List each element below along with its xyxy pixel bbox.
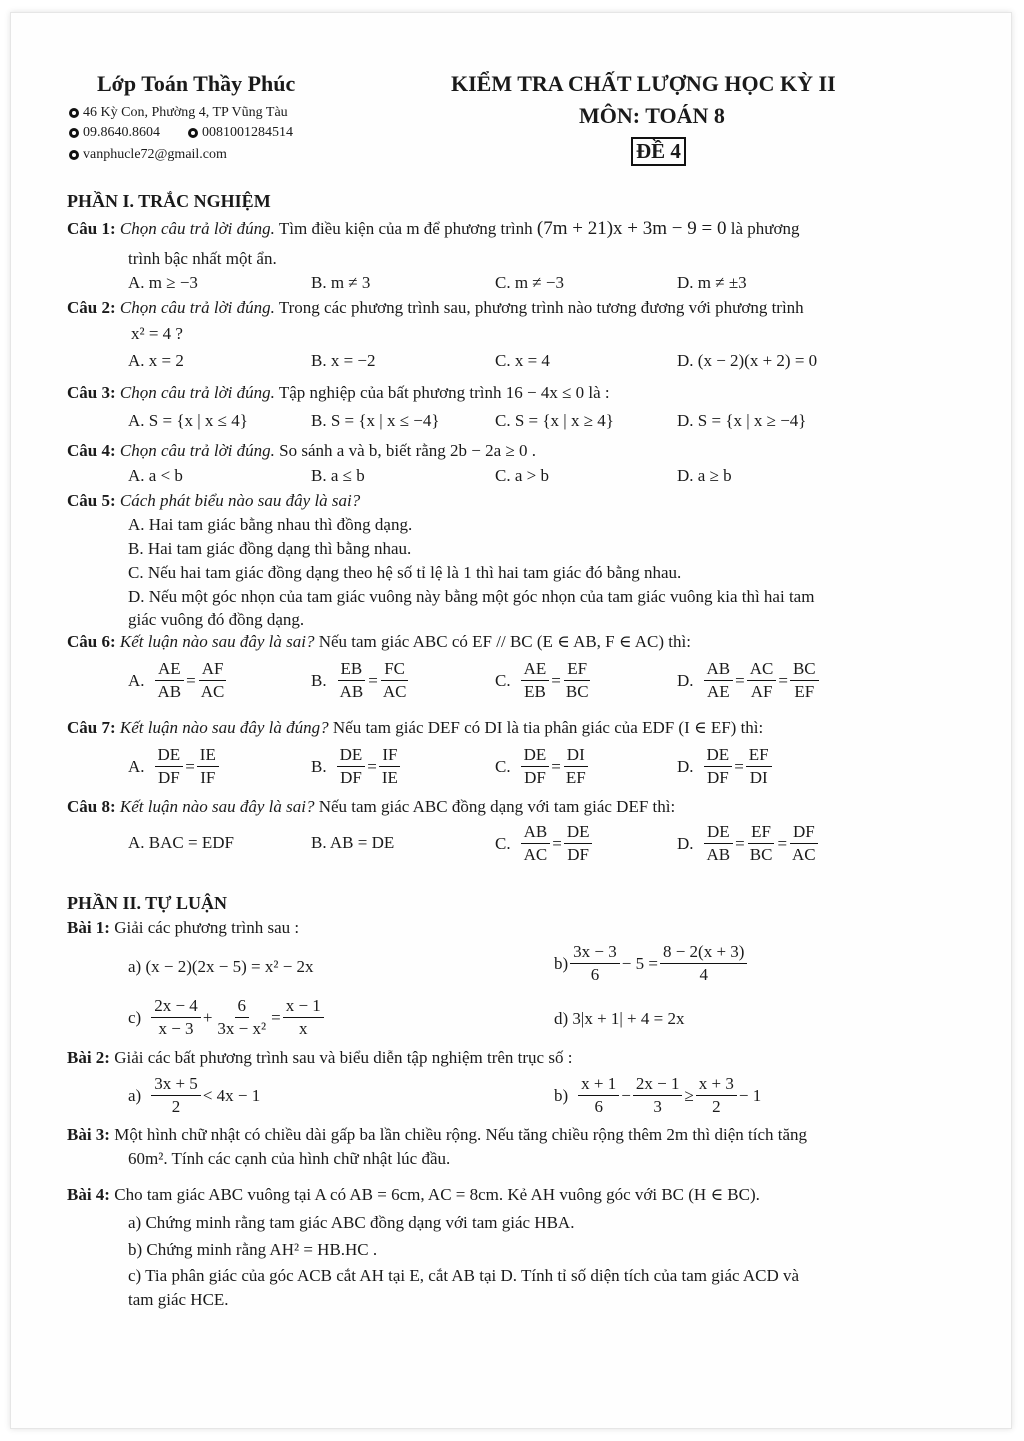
- q7a-d2: IF: [200, 768, 216, 787]
- q7b-n1: DE: [337, 744, 366, 767]
- q6d-d1: AE: [707, 682, 730, 701]
- q5-opt-b: B. Hai tam giác đồng dạng thì bằng nhau.: [128, 539, 412, 558]
- q4-opt-c: C. a > b: [495, 466, 549, 485]
- q3-text: Tập nghiệp của bất phương trình 16 − 4x ≤ 0 là :: [278, 383, 610, 402]
- q7c-d2: EF: [565, 768, 586, 787]
- q8-label: Câu 8:: [67, 797, 116, 816]
- q7d-n1: DE: [704, 744, 733, 767]
- q1-opt-c: C. m ≠ −3: [495, 273, 564, 292]
- phone-text: 09.8640.8604: [83, 125, 160, 140]
- b2-a: [128, 1073, 260, 1118]
- q7-opt-a-letter: A.: [128, 756, 145, 776]
- b2-b-pre: b): [554, 1085, 569, 1105]
- q8c-n1: AB: [521, 821, 551, 844]
- b1-c-pre: c): [128, 1007, 142, 1027]
- b4: [67, 1185, 760, 1205]
- address-text: 46 Kỳ Con, Phường 4, TP Vũng Tàu: [83, 105, 288, 120]
- b1c-d1: x − 3: [158, 1019, 194, 1038]
- q6c-d1: EB: [524, 682, 546, 701]
- q8-opt-c: C. $\frac{AB}{AC}$ = $\frac{DE}{DF}$: [495, 821, 594, 866]
- b1b-d1: 6: [590, 965, 600, 984]
- q7b-n2: IF: [379, 744, 400, 767]
- b4-a: a) Chứng minh rằng tam giác ABC đồng dạng với tam giác HBA.: [128, 1213, 575, 1232]
- q8c-d2: DF: [567, 845, 590, 864]
- q5-opt-c: C. Nếu hai tam giác đồng dạng theo hệ số tỉ lệ là 1 thì hai tam giác đó bằng nhau.: [128, 563, 682, 582]
- b1c-d3: x: [298, 1019, 308, 1038]
- b1b-n1: 3x − 3: [570, 941, 620, 964]
- q2-cont: x² = 4 ?: [131, 324, 183, 343]
- q7-text: Nếu tam giác DEF có DI là tia phân giác của EDF (I ∈ EF) thì:: [332, 718, 764, 737]
- q3-opt-a: A. S = {x | x ≤ 4}: [128, 411, 248, 430]
- q8-text: Nếu tam giác ABC đồng dạng với tam giác DEF thì:: [318, 797, 676, 816]
- b1c-d2: 3x − x²: [217, 1019, 267, 1038]
- b2a-tail: < 4x − 1: [202, 1085, 261, 1105]
- b1c-n3: x − 1: [283, 995, 324, 1018]
- exam-code: ĐỀ 4: [631, 137, 686, 166]
- q4-opt-b: B. a ≤ b: [311, 466, 365, 485]
- q3-instr: Chọn câu trả lời đúng.: [119, 383, 275, 402]
- q4-text: So sánh a và b, biết rằng 2b − 2a ≥ 0 .: [279, 441, 537, 460]
- phone-line: [69, 125, 293, 141]
- b1b-d2: 4: [699, 965, 708, 984]
- exam-title: KIỂM TRA CHẤT LƯỢNG HỌC KỲ II: [451, 71, 836, 96]
- b2b-minus: −: [621, 1085, 631, 1105]
- q6d-d3: EF: [794, 682, 815, 701]
- b4-label: Bài 4:: [67, 1185, 110, 1204]
- q6-instr: Kết luận nào sau đây là sai?: [119, 632, 315, 651]
- b1c-eq: =: [271, 1007, 281, 1027]
- q6d-d2: AF: [750, 682, 773, 701]
- q6b-n2: FC: [381, 658, 408, 681]
- q2-opt-a: A. x = 2: [128, 351, 184, 370]
- q6b-n1: EB: [338, 658, 366, 681]
- zalo-icon: [188, 128, 198, 138]
- b2-label: Bài 2:: [67, 1048, 110, 1067]
- b3-cont: 60m². Tính các cạnh của hình chữ nhật lúc đầu.: [128, 1149, 451, 1168]
- q7d-d1: DF: [707, 768, 729, 787]
- q7-opt-b: B. $\frac{DE}{DF}$ = $\frac{IF}{IE}$: [311, 744, 403, 789]
- b4-c2: tam giác HCE.: [128, 1290, 229, 1309]
- b2-b: [554, 1073, 761, 1118]
- email-line: [69, 147, 227, 163]
- b4-b: b) Chứng minh rằng AH² = HB.HC .: [128, 1240, 378, 1259]
- q8d-d2: BC: [749, 845, 773, 864]
- b2b-d2: 3: [653, 1097, 662, 1116]
- q8d-n1: DE: [704, 821, 733, 844]
- q6-text: Nếu tam giác ABC có EF // BC (E ∈ AB, F ∈ AC) thì:: [318, 632, 691, 651]
- q5-instr: Cách phát biểu nào sau đây là sai?: [119, 491, 361, 510]
- q7-opt-c: C. $\frac{DE}{DF}$ = $\frac{DI}{EF}$: [495, 744, 591, 789]
- b1-b-pre: b): [554, 953, 569, 973]
- b1: [67, 918, 299, 938]
- b1-label: Bài 1:: [67, 918, 110, 937]
- q6c-d2: BC: [565, 682, 589, 701]
- q3: [67, 383, 610, 403]
- b1-a: a) (x − 2)(2x − 5) = x² − 2x: [128, 957, 314, 976]
- b2b-n2: 2x − 1: [633, 1073, 683, 1096]
- b1-text: Giải các phương trình sau :: [114, 918, 300, 937]
- q8-instr: Kết luận nào sau đây là sai?: [119, 797, 315, 816]
- q6a-d2: AC: [200, 682, 225, 701]
- q2-opt-c: C. x = 4: [495, 351, 550, 370]
- q8d-d3: AC: [792, 845, 816, 864]
- q2-text: Trong các phương trình sau, phương trình nào tương đương với phương trình: [278, 298, 804, 317]
- q4-opt-d: D. a ≥ b: [677, 466, 732, 485]
- q4-instr: Chọn câu trả lời đúng.: [119, 441, 275, 460]
- q7-opt-c-letter: C.: [495, 756, 511, 776]
- q1-tail: là phương: [730, 219, 800, 238]
- b2b-tail: − 1: [738, 1085, 762, 1105]
- q7d-d2: DI: [749, 768, 768, 787]
- part1-title: PHẦN I. TRẮC NGHIỆM: [67, 191, 271, 211]
- q3-opt-d: D. S = {x | x ≥ −4}: [677, 411, 807, 430]
- q7-opt-b-letter: B.: [311, 756, 327, 776]
- q4-opt-a: A. a < b: [128, 466, 183, 485]
- q6: [67, 632, 691, 652]
- q1-label: Câu 1:: [67, 219, 116, 238]
- q6d-n1: AB: [704, 658, 734, 681]
- q1-opt-b: B. m ≠ 3: [311, 273, 371, 292]
- q3-opt-c: C. S = {x | x ≥ 4}: [495, 411, 614, 430]
- q2-instr: Chọn câu trả lời đúng.: [119, 298, 275, 317]
- email-icon: [69, 150, 79, 160]
- b1-b: [554, 941, 749, 986]
- q7-instr: Kết luận nào sau đây là đúng?: [119, 718, 329, 737]
- q7b-d1: DF: [340, 768, 362, 787]
- q7: [67, 718, 763, 738]
- q3-label: Câu 3:: [67, 383, 116, 402]
- q6b-d1: AB: [339, 682, 364, 701]
- q6-opt-c-letter: C.: [495, 670, 511, 690]
- q3-opt-b: B. S = {x | x ≤ −4}: [311, 411, 440, 430]
- b1-c: [128, 995, 326, 1040]
- b3-text: Một hình chữ nhật có chiều dài gấp ba lần chiều rộng. Nếu tăng chiều rộng thêm 2m thì diện tích tăng: [114, 1125, 808, 1144]
- q6-opt-a: A. $\frac{AE}{AB}$ = $\frac{AF}{AC}$: [128, 658, 229, 703]
- b2b-d3: 2: [712, 1097, 721, 1116]
- q7a-n1: DE: [155, 744, 184, 767]
- q8-opt-d: D. $\frac{DE}{AB}$ = $\frac{EF}{BC}$ = $\frac{DF}{AC}$: [677, 821, 821, 866]
- q1-opt-d: D. m ≠ ±3: [677, 273, 747, 292]
- q2-label: Câu 2:: [67, 298, 116, 317]
- q8c-d1: AC: [523, 845, 548, 864]
- phone-icon: [69, 128, 79, 138]
- school-name: Lớp Toán Thầy Phúc: [97, 71, 296, 96]
- q6-opt-b-letter: B.: [311, 670, 327, 690]
- q6c-n2: EF: [564, 658, 590, 681]
- q7c-d1: DF: [524, 768, 546, 787]
- b1b-n2: 8 − 2(x + 3): [660, 941, 748, 964]
- q7-opt-a: A. $\frac{DE}{DF}$ = $\frac{IE}{IF}$: [128, 744, 221, 789]
- q6-opt-c: C. $\frac{AE}{EB}$ = $\frac{EF}{BC}$: [495, 658, 594, 703]
- q8-opt-a: A. BAC = EDF: [128, 833, 234, 852]
- q7c-n2: DI: [564, 744, 588, 767]
- q8c-n2: DE: [564, 821, 593, 844]
- q7c-n1: DE: [521, 744, 550, 767]
- q4-label: Câu 4:: [67, 441, 116, 460]
- b4-c: c) Tia phân giác của góc ACB cắt AH tại E, cắt AB tại D. Tính tỉ số diện tích của tam giác ACD và: [128, 1266, 800, 1285]
- q8d-d1: AB: [706, 845, 731, 864]
- location-icon: [69, 108, 79, 118]
- q5: [67, 491, 360, 511]
- b1c-n1: 2x − 4: [151, 995, 201, 1018]
- b2b-n1: x + 1: [578, 1073, 619, 1096]
- b2: [67, 1048, 572, 1068]
- q7-opt-d-letter: D.: [677, 756, 694, 776]
- b2b-d1: 6: [594, 1097, 603, 1116]
- q8: [67, 797, 675, 817]
- q1-opt-a: A. m ≥ −3: [128, 273, 198, 292]
- q6c-n1: AE: [521, 658, 550, 681]
- b1c-n2: 6: [235, 995, 250, 1018]
- email-text: vanphucle72@gmail.com: [83, 147, 227, 162]
- q6b-d2: AC: [382, 682, 407, 701]
- q6a-d1: AB: [157, 682, 182, 701]
- q6d-n3: BC: [790, 658, 819, 681]
- subject-title: MÔN: TOÁN 8: [579, 103, 725, 128]
- q6-opt-a-letter: A.: [128, 670, 145, 690]
- q1-text: Tìm điều kiện của m để phương trình: [278, 219, 533, 238]
- q1-cont: trình bậc nhất một ẩn.: [128, 249, 277, 268]
- exam-page: [10, 12, 1012, 1429]
- q2-opt-d: D. (x − 2)(x + 2) = 0: [677, 351, 818, 370]
- b2b-ge: ≥: [684, 1085, 694, 1105]
- q2: [67, 298, 804, 318]
- b3: [67, 1125, 807, 1145]
- q7a-n2: IE: [197, 744, 219, 767]
- q2-opt-b: B. x = −2: [311, 351, 376, 370]
- q4: [67, 441, 536, 461]
- q5-label: Câu 5:: [67, 491, 116, 510]
- q6a-n1: AE: [155, 658, 184, 681]
- zalo-text: 0081001284514: [202, 125, 293, 140]
- q5-opt-d: D. Nếu một góc nhọn của tam giác vuông này bằng một góc nhọn của tam giác vuông kia thì hai tam: [128, 587, 815, 606]
- q8d-n3: DF: [790, 821, 818, 844]
- address-line: [69, 105, 288, 121]
- b3-label: Bài 3:: [67, 1125, 110, 1144]
- q1-instr: Chọn câu trả lời đúng.: [119, 219, 275, 238]
- part2-title: PHẦN II. TỰ LUẬN: [67, 893, 228, 913]
- q6-opt-d: D. $\frac{AB}{AE}$ = $\frac{AC}{AF}$ = $\frac{BC}{EF}$: [677, 658, 821, 703]
- q8-opt-b: B. AB = DE: [311, 833, 395, 852]
- q5-opt-a: A. Hai tam giác bằng nhau thì đồng dạng.: [128, 515, 413, 534]
- b2a-d: 2: [171, 1097, 181, 1116]
- q7-label: Câu 7:: [67, 718, 116, 737]
- b4-text: Cho tam giác ABC vuông tại A có AB = 6cm, AC = 8cm. Kẻ AH vuông góc với BC (H ∈ BC).: [114, 1185, 760, 1204]
- q1-expr: (7m + 21)x + 3m − 9 = 0: [536, 218, 727, 239]
- b1-d: d) 3|x + 1| + 4 = 2x: [554, 1009, 685, 1028]
- q6-label: Câu 6:: [67, 632, 116, 651]
- q6d-n2: AC: [747, 658, 777, 681]
- q6-opt-b: B. $\frac{EB}{AB}$ = $\frac{FC}{AC}$: [311, 658, 411, 703]
- q8-opt-d-letter: D.: [677, 833, 694, 853]
- q6-opt-d-letter: D.: [677, 670, 694, 690]
- q7a-d1: DF: [158, 768, 180, 787]
- q7b-d2: IE: [381, 768, 398, 787]
- q8d-n2: EF: [748, 821, 774, 844]
- q5-opt-d-cont: giác vuông đó đồng dạng.: [128, 610, 305, 629]
- b2a-n: 3x + 5: [151, 1073, 201, 1096]
- b2-a-pre: a): [128, 1085, 142, 1105]
- q7d-n2: EF: [746, 744, 772, 767]
- q6a-n2: AF: [199, 658, 227, 681]
- b2-text: Giải các bất phương trình sau và biểu diễn tập nghiệm trên trục số :: [114, 1048, 573, 1067]
- q8-opt-c-letter: C.: [495, 833, 511, 853]
- b1b-mid: − 5 =: [621, 953, 658, 973]
- q1: [67, 218, 799, 240]
- b2b-n3: x + 3: [696, 1073, 737, 1096]
- q7-opt-d: D. $\frac{DE}{DF}$ = $\frac{EF}{DI}$: [677, 744, 774, 789]
- b1c-plus: +: [202, 1007, 213, 1027]
